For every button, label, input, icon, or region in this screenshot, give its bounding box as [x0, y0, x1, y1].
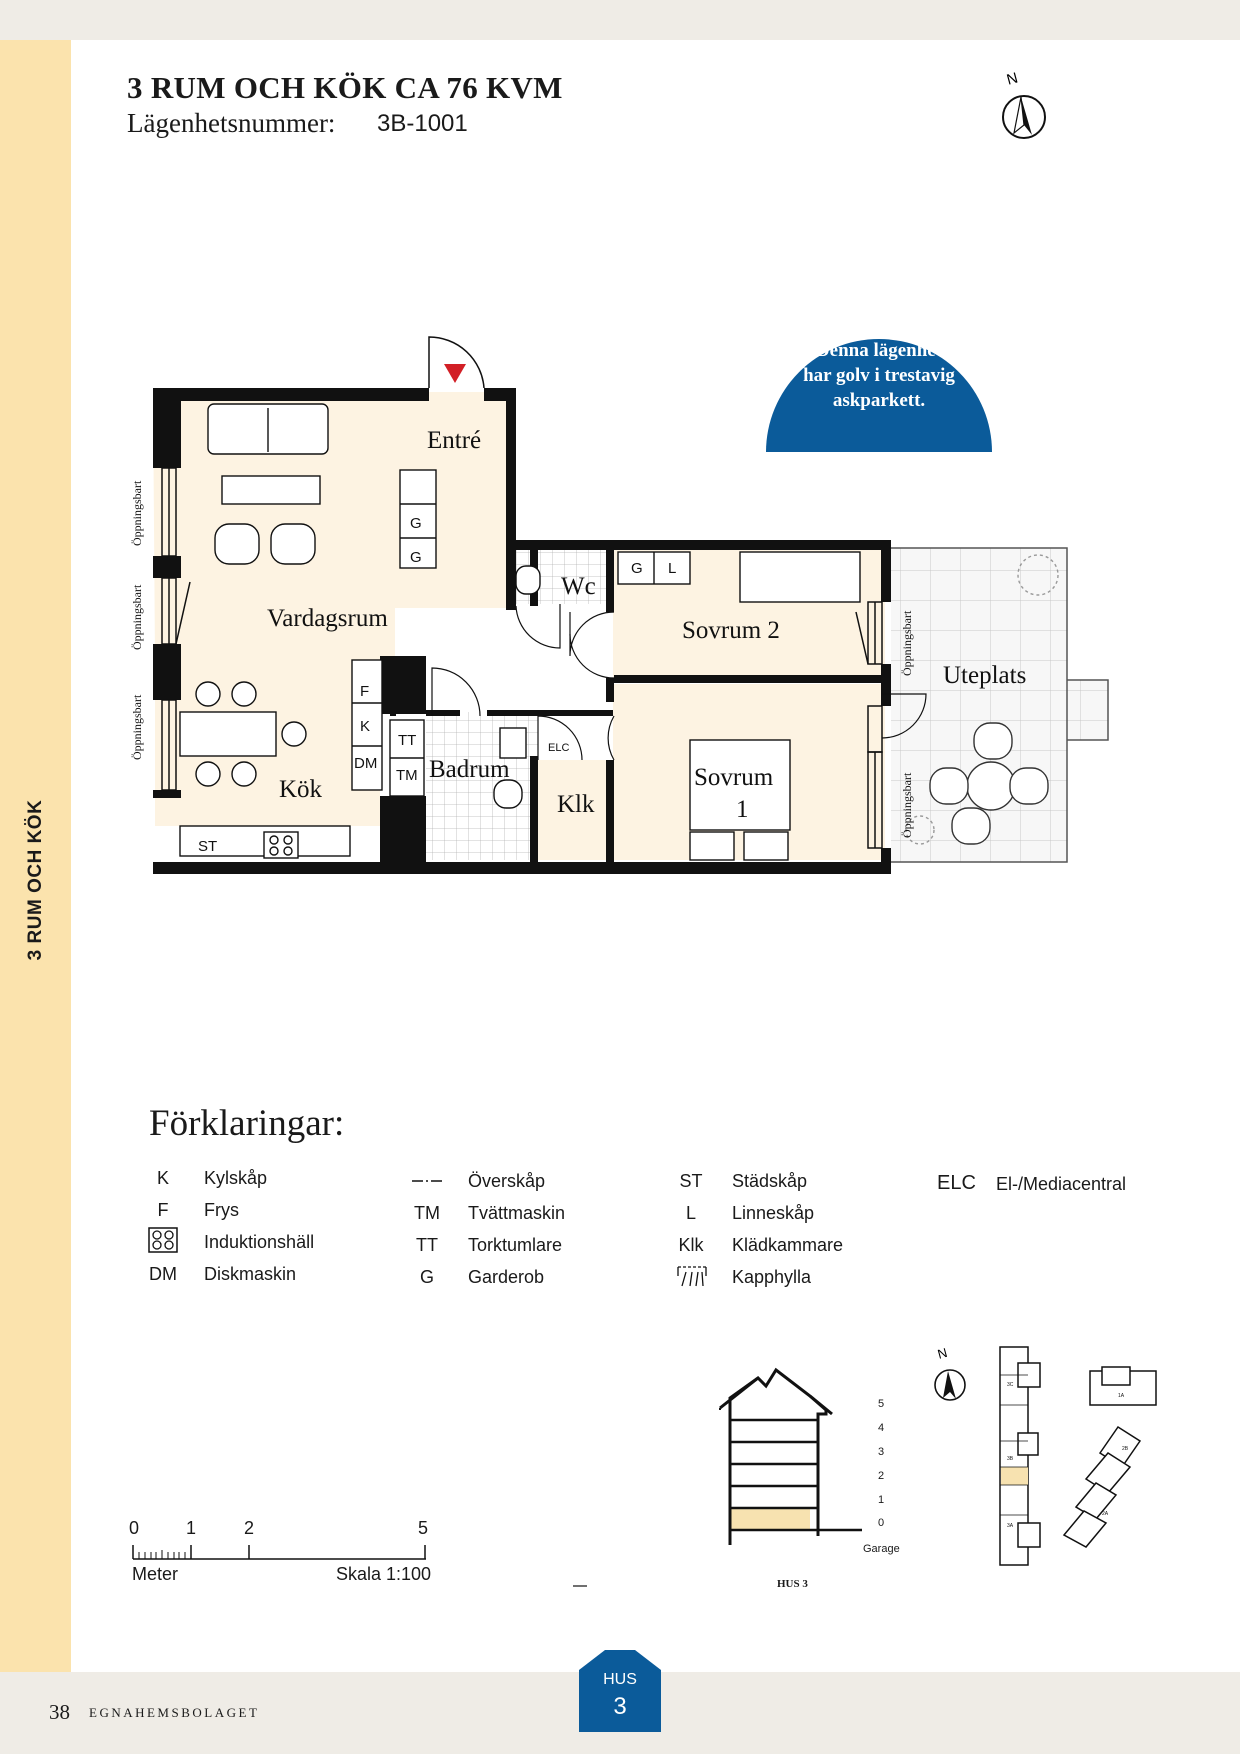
fixture-l: L: [668, 560, 677, 577]
legend-symbol: K: [156, 1168, 169, 1188]
legend-title: Förklaringar:: [149, 1103, 345, 1144]
fixture-st: ST: [198, 838, 218, 855]
legend-symbol: G: [419, 1267, 434, 1287]
fixture-elc: ELC: [548, 742, 570, 754]
room-label-entre: Entré: [427, 427, 482, 454]
legend-label: Tvättmaskin: [468, 1203, 566, 1223]
openable-label: Öppningsbart: [130, 480, 144, 546]
scale-tick-label: 1: [186, 1518, 197, 1538]
site-north-arrow-icon: [930, 1345, 972, 1403]
fixture-dm: DM: [354, 755, 378, 772]
legend-label: Kapphylla: [732, 1267, 812, 1287]
legend-label: Frys: [204, 1200, 239, 1220]
fixture-g: G: [410, 549, 422, 566]
legend-symbol: L: [685, 1203, 696, 1223]
legend-label: Kylskåp: [204, 1168, 268, 1188]
coat-rack-icon: [676, 1264, 708, 1288]
brand-name: EGNAHEMSBOLAGET: [89, 1705, 260, 1720]
apartment-number-label: Lägenhetsnummer:: [127, 108, 336, 138]
legend-label: Garderob: [468, 1267, 545, 1287]
fixture-k: K: [360, 718, 371, 735]
legend-symbol: TT: [416, 1235, 438, 1255]
fixture-tm: TM: [396, 767, 418, 784]
legend-label: Diskmaskin: [204, 1264, 297, 1284]
north-arrow-icon: [995, 68, 1053, 144]
scale-tick-label: 0: [129, 1518, 140, 1538]
room-label-vardagsrum: Vardagsrum: [267, 605, 388, 632]
room-label-sovrum-1: Sovrum: [694, 764, 774, 791]
section-caption: HUS 3: [777, 1578, 808, 1590]
page-number: 38: [49, 1700, 70, 1724]
room-label-wc: Wc: [561, 573, 596, 600]
legend-symbol: ELC: [937, 1172, 976, 1194]
floor-plan: [110, 330, 1130, 890]
legend-label: Torktumlare: [468, 1235, 563, 1255]
north-label: N: [1004, 69, 1020, 89]
floor-number: 1: [878, 1494, 885, 1506]
floor-number: 4: [878, 1422, 885, 1434]
scale-tick-label: 2: [244, 1518, 255, 1538]
room-label-klk: Klk: [557, 791, 595, 818]
house-tab-label: HUS: [603, 1671, 637, 1688]
site-plan: [990, 1345, 1170, 1567]
site-label: 2B: [1122, 1446, 1129, 1452]
floor-number: 3: [878, 1446, 885, 1458]
floor-number: 0: [878, 1517, 885, 1529]
legend-label: Klädkammare: [732, 1235, 844, 1255]
site-label: 3A: [1007, 1523, 1014, 1529]
room-label-badrum: Badrum: [429, 756, 510, 783]
scale-bar: [128, 1542, 430, 1562]
legend-label: El-/Mediacentral: [996, 1174, 1127, 1194]
room-label-sovrum-2: Sovrum 2: [682, 617, 780, 644]
building-section: [718, 1360, 868, 1566]
scale-unit: Meter: [132, 1564, 179, 1584]
badge-line: har golv i trestavig: [803, 365, 955, 386]
overhead-cabinet-line-icon: [411, 1174, 443, 1188]
legend-label: Linneskåp: [732, 1203, 815, 1223]
openable-label: Öppningsbart: [130, 694, 144, 760]
scale-tick-label: 5: [418, 1518, 429, 1538]
top-strip: [0, 0, 1240, 40]
site-north-label: N: [935, 1345, 949, 1362]
room-label-sovrum-1-number: 1: [736, 796, 749, 823]
badge-line: askparkett.: [832, 390, 926, 411]
legend-symbol: ST: [679, 1171, 703, 1191]
site-label: 3B: [1007, 1456, 1014, 1462]
page-title: 3 RUM OCH KÖK CA 76 KVM: [127, 70, 563, 105]
openable-label: Öppningsbart: [900, 610, 914, 676]
legend-symbol: F: [157, 1200, 169, 1220]
legend-symbol: TM: [414, 1203, 440, 1223]
house-tab-number: 3: [613, 1693, 627, 1720]
legend-symbol: Klk: [678, 1235, 704, 1255]
fixture-f: F: [360, 683, 370, 700]
garage-label: Garage: [863, 1543, 900, 1555]
small-dash: [572, 1584, 588, 1588]
openable-label: Öppningsbart: [130, 584, 144, 650]
apartment-number: 3B-1001: [377, 110, 468, 137]
site-label: 1A: [1118, 1393, 1125, 1399]
site-label: 3C: [1007, 1382, 1014, 1388]
openable-label: Öppningsbart: [900, 772, 914, 838]
site-label: 2A: [1102, 1511, 1109, 1517]
fixture-tt: TT: [398, 732, 417, 749]
badge-line: Denna lägenhet: [815, 340, 943, 361]
floor-number: 5: [878, 1398, 885, 1410]
induction-hob-icon: [148, 1227, 178, 1253]
floor-number: 2: [878, 1470, 885, 1482]
fixture-g: G: [410, 515, 422, 532]
room-label-uteplats: Uteplats: [943, 662, 1027, 689]
fixture-g: G: [631, 560, 643, 577]
legend-label: Induktionshäll: [204, 1232, 315, 1252]
sidebar-label: 3 RUM OCH KÖK: [25, 799, 46, 961]
entry-door: [429, 337, 484, 388]
legend-symbol: DM: [149, 1264, 177, 1284]
legend-label: Städskåp: [732, 1171, 808, 1191]
legend-label: Överskåp: [468, 1171, 546, 1191]
room-label-kok: Kök: [279, 776, 323, 803]
scale-label: Skala 1:100: [336, 1564, 432, 1584]
